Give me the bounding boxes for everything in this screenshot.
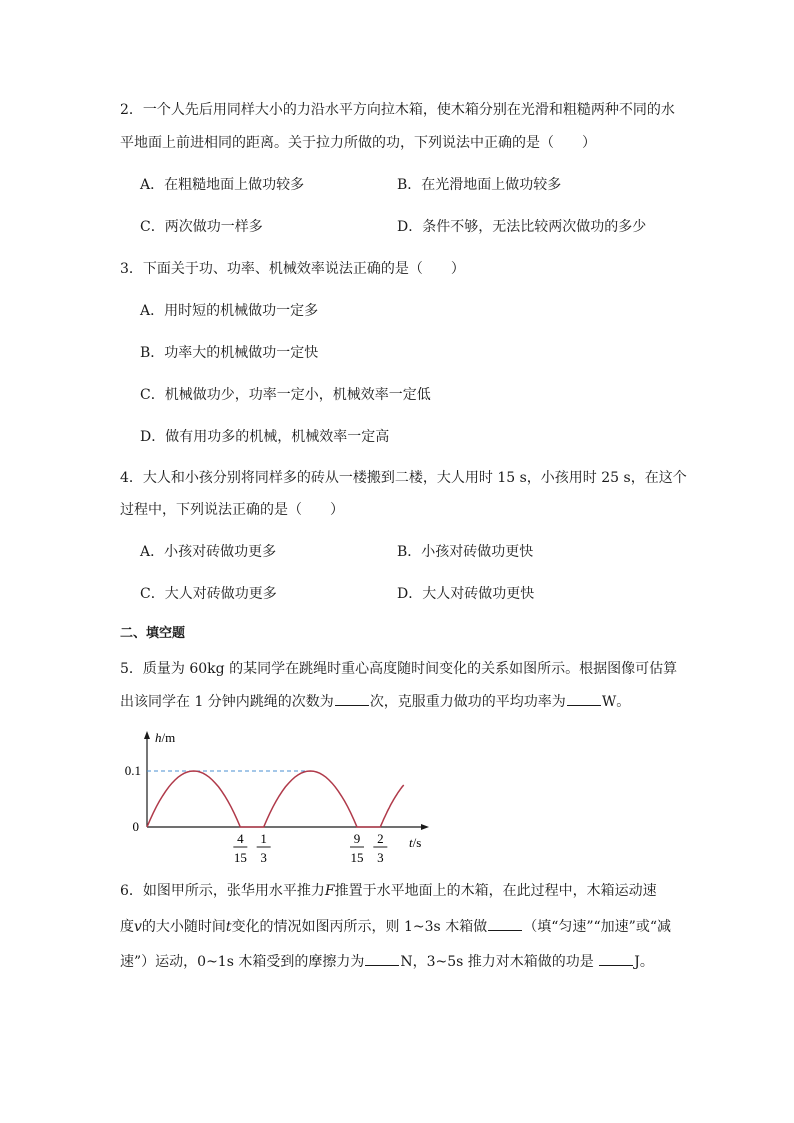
x-tick-numerator: 2 <box>377 831 384 846</box>
q6-text-2d: （填“匀速”“加速”或“减 <box>523 919 671 935</box>
q5-stem-line1: 5．质量为 60kg 的某同学在跳绳时重心高度随时间变化的关系如图所示。根据图像可估算 <box>120 661 678 677</box>
q2-option-c[interactable]: C．两次做功一样多 <box>140 219 263 235</box>
q2-option-b[interactable]: B．在光滑地面上做功较多 <box>397 177 562 193</box>
q2-stem-line1: 2．一个人先后用同样大小的力沿水平方向拉木箱，使木箱分别在光滑和粗糙两种不同的水 <box>120 102 675 118</box>
q5-text-c: W。 <box>601 694 631 710</box>
q4-option-b[interactable]: B．小孩对砖做功更快 <box>397 544 534 560</box>
q4-option-a[interactable]: A．小孩对砖做功更多 <box>140 544 277 560</box>
x-axis-label: t/s <box>409 835 422 850</box>
q3-option-c[interactable]: C．机械做功少，功率一定小，机械效率一定低 <box>140 387 431 403</box>
q6-blank-work[interactable] <box>599 951 633 966</box>
section-heading: 二、填空题 <box>120 626 186 641</box>
q2-option-d[interactable]: D．条件不够，无法比较两次做功的多少 <box>397 219 647 235</box>
q6-blank-friction[interactable] <box>365 951 399 966</box>
x-tick-denominator: 3 <box>377 850 384 865</box>
q5-text-a: 出该同学在 1 分钟内跳绳的次数为 <box>120 694 334 710</box>
q2-option-a[interactable]: A．在粗糙地面上做功较多 <box>140 177 305 193</box>
q6-stem-line2 <box>120 916 671 937</box>
q4-stem-line1: 4．大人和小孩分别将同样多的砖从一楼搬到二楼，大人用时 15 s，小孩用时 25 s，在这个 <box>120 470 687 486</box>
q6-var-t: t <box>225 919 232 935</box>
q5-text-b: 次，克服重力做功的平均功率为 <box>369 694 566 710</box>
q6-text-1a: 6．如图甲所示，张华用水平推力 <box>120 883 325 899</box>
q6-stem-line1 <box>120 881 657 901</box>
x-tick-numerator: 9 <box>353 831 361 846</box>
y-tick-label-top: 0.1 <box>125 763 141 778</box>
q6-text-3c: J。 <box>634 954 654 970</box>
q5-blank-count[interactable] <box>335 691 369 706</box>
q6-text-3a: 速”）运动，0~1s 木箱受到的摩擦力为 <box>120 954 365 970</box>
x-tick-denominator: 3 <box>260 850 267 865</box>
q6-stem-line3 <box>120 951 654 972</box>
q5-blank-power[interactable] <box>567 691 601 706</box>
q6-text-2a: 度 <box>120 919 134 935</box>
q5-stem-line2 <box>120 691 630 712</box>
q6-text-1b: 推置于水平地面上的木箱，在此过程中，木箱运动速 <box>334 883 657 899</box>
q6-var-f: F <box>324 883 335 899</box>
x-tick-denominator: 15 <box>350 850 364 865</box>
x-tick-numerator: 1 <box>260 831 267 846</box>
q3-option-a[interactable]: A．用时短的机械做功一定多 <box>140 303 319 319</box>
y-tick-label-zero: 0 <box>132 819 139 834</box>
y-axis-label: h/m <box>155 730 176 745</box>
chart-root <box>125 730 429 865</box>
q2-stem-line2: 平地面上前进相同的距离。关于拉力所做的功，下列说法中正确的是（ ） <box>120 135 596 151</box>
q3-option-d[interactable]: D．做有用功多的机械，机械效率一定高 <box>140 429 390 445</box>
height-time-graph <box>125 725 435 870</box>
x-tick-numerator: 4 <box>237 831 244 846</box>
series-curve <box>147 771 404 827</box>
y-axis-arrow <box>144 731 150 739</box>
q6-text-3b: N，3~5s 推力对木箱做的功是 <box>400 954 599 970</box>
q6-var-v: v <box>134 919 142 935</box>
q3-option-b[interactable]: B．功率大的机械做功一定快 <box>140 345 319 361</box>
x-tick-denominator: 15 <box>233 850 247 865</box>
q4-option-c[interactable]: C．大人对砖做功更多 <box>140 586 277 602</box>
q6-blank-motion[interactable] <box>488 916 522 931</box>
q6-text-2c: 变化的情况如图丙所示，则 1~3s 木箱做 <box>231 919 488 935</box>
q3-stem: 3．下面关于功、功率、机械效率说法正确的是（ ） <box>120 261 465 277</box>
q6-text-2b: 的大小随时间 <box>141 919 226 935</box>
x-axis-arrow <box>421 824 429 830</box>
q4-option-d[interactable]: D．大人对砖做功更快 <box>397 586 535 602</box>
q4-stem-line2: 过程中，下列说法正确的是（ ） <box>120 502 344 518</box>
